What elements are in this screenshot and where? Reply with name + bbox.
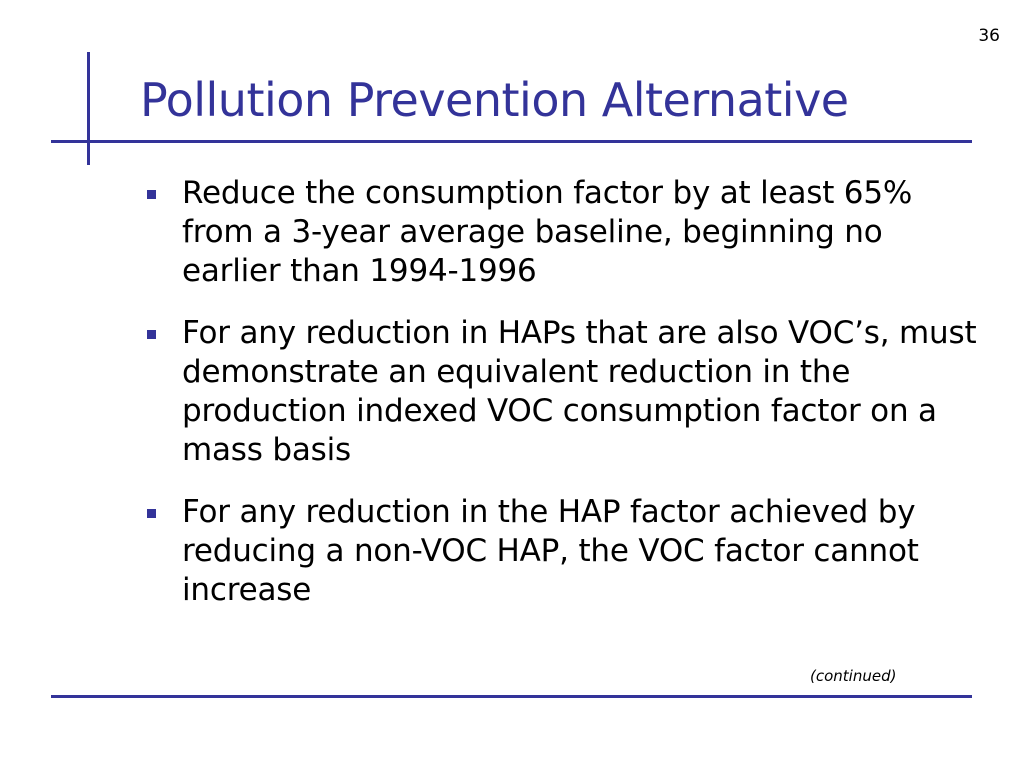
footer-rule <box>51 695 972 698</box>
bullet-text: For any reduction in the HAP factor achieved by reducing a non-VOC HAP, the VOC factor cannot increase <box>182 494 919 608</box>
title-vertical-rule <box>87 52 90 165</box>
bullet-text: For any reduction in HAPs that are also VOC’s, must demonstrate an equivalent reduction in the production indexed VOC consumption factor on a mass basis <box>182 315 977 468</box>
bullet-list <box>140 174 980 633</box>
bullet-item <box>140 174 980 291</box>
slide-title: Pollution Prevention Alternative <box>140 73 849 127</box>
bullet-item <box>140 314 980 470</box>
continued-note: (continued) <box>810 667 897 685</box>
slide-number: 36 <box>978 26 1000 46</box>
bullet-item <box>140 493 980 610</box>
square-bullet-icon <box>147 330 156 339</box>
square-bullet-icon <box>147 190 156 199</box>
square-bullet-icon <box>147 509 156 518</box>
title-underline-rule <box>51 140 972 143</box>
bullet-text: Reduce the consumption factor by at least 65% from a 3-year average baseline, beginning no earlier than 1994-1996 <box>182 175 913 289</box>
